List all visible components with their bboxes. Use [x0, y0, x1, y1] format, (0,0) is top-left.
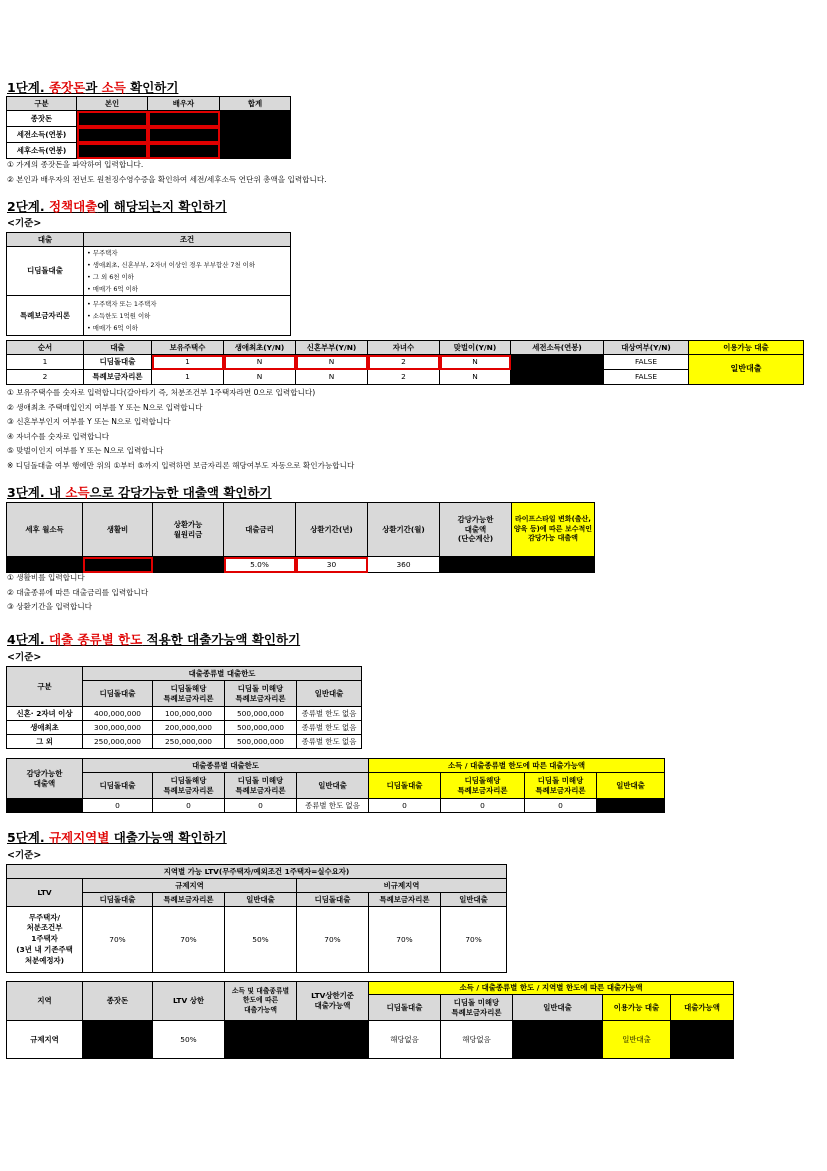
header-cell: 라이프스타일 변화(출산, 양육 등)에 따른 보수적인 감당가능 대출액 — [512, 503, 595, 557]
value-cell: 250,000,000 — [153, 735, 225, 749]
header-cell: 일반대출 — [297, 773, 369, 799]
affordable-cell — [7, 799, 83, 813]
value-cell: 해당없음 — [369, 1021, 441, 1059]
header-cell: 디딤돌 미해당 특례보금자리론 — [525, 773, 597, 799]
header-cell: 감당가능한 대출액 — [7, 759, 83, 799]
houses-input[interactable]: 1 — [152, 355, 224, 370]
row-label: 생애최초 — [7, 721, 83, 735]
value-cell: 0 — [441, 799, 525, 813]
header-cell: 구분 — [7, 667, 83, 707]
header-cell: 조건 — [84, 233, 291, 247]
note: ③ 상환기간을 입력합니다 — [7, 602, 92, 612]
criteria-line: • 생애최초, 신혼부부, 2자녀 이상인 경우 부부합산 7천 이하 — [87, 261, 256, 269]
ltv-cell: 70% — [83, 907, 153, 973]
row-label: 종잣돈 — [7, 111, 77, 127]
header-cell: 디딤돌대출 — [297, 893, 369, 907]
step1-table — [6, 96, 291, 159]
row-label: 세후소득(연봉) — [7, 143, 77, 159]
ltv-amount-cell — [297, 1021, 369, 1059]
ltv-cell: 70% — [441, 907, 507, 973]
value-cell: 0 — [525, 799, 597, 813]
value-cell: 0 — [369, 799, 441, 813]
value-cell: 종류별 한도 없음 — [297, 707, 362, 721]
input-cell-aftertax-spouse[interactable] — [148, 143, 220, 159]
header-cell: 이용가능 대출 — [689, 341, 804, 355]
input-cell-seed-spouse[interactable] — [148, 111, 220, 127]
newlywed-cell: N — [296, 370, 368, 385]
header-cell: 디딤돌해당 특례보금자리론 — [153, 681, 225, 707]
value-cell: 100,000,000 — [153, 707, 225, 721]
criteria-line: • 그 외 6천 이하 — [87, 273, 134, 281]
ltv-limit-cell: 50% — [153, 1021, 225, 1059]
basis-label: <기준> — [7, 652, 42, 663]
note: ① 가계의 종잣돈을 파악하여 입력합니다. — [7, 160, 144, 169]
note: ① 보유주택수를 숫자로 입력합니다(갈아타기 즉, 처분조건부 1주택자라면 0으로 입력합니다) — [7, 388, 316, 397]
header-group: 소득 / 대출종류별 한도 / 지역별 한도에 따른 대출가능액 — [369, 982, 734, 995]
header-cell: 일반대출 — [597, 773, 665, 799]
criteria-line: • 매매가 6억 이하 — [87, 323, 138, 332]
header-cell: 상환기간(년) — [296, 503, 368, 557]
header-cell: 세후 월소득 — [7, 503, 83, 557]
value-cell: 500,000,000 — [225, 735, 297, 749]
header-group: 소득 / 대출종류별 한도에 따른 대출가능액 — [369, 759, 665, 773]
header-cell: 일반대출 — [513, 995, 603, 1021]
target-cell: FALSE — [604, 370, 689, 385]
region-cell: 규제지역 — [7, 1021, 83, 1059]
step3-table — [6, 502, 595, 573]
step1-title: 1단계. 종잣돈과 소득 확인하기 — [7, 80, 179, 95]
first-home-cell: N — [224, 370, 296, 385]
header-cell: 세전소득(연봉) — [511, 341, 604, 355]
header-cell: 종잣돈 — [83, 982, 153, 1021]
header-cell: 소득 및 대출종류별 한도에 따른 대출가능액 — [225, 982, 297, 1021]
row-label: 세전소득(연봉) — [7, 127, 77, 143]
criteria-line: • 무주택자 또는 1주택자 — [87, 299, 157, 308]
value-cell: 300,000,000 — [83, 721, 153, 735]
row-label: 무주택자/ 처분조건부 1주택자 (3년 내 기존주택 처분예정자) — [7, 907, 83, 973]
header-cell: 대출 — [7, 233, 84, 247]
order-cell: 2 — [7, 370, 84, 385]
seed-cell — [83, 1021, 153, 1059]
header-cell: 디딤돌해당 특례보금자리론 — [153, 773, 225, 799]
header-group: 규제지역 — [83, 879, 297, 893]
criteria-line: • 매매가 6억 이하 — [87, 285, 138, 293]
header-cell: 일반대출 — [441, 893, 507, 907]
available-loan-cell: 일반대출 — [689, 355, 804, 385]
header-cell: 디딤돌 미해당 특례보금자리론 — [225, 773, 297, 799]
value-cell: 0 — [225, 799, 297, 813]
value-cell: 종류별 한도 없음 — [297, 721, 362, 735]
criteria-cell — [84, 247, 291, 296]
income-limit-cell — [225, 1021, 297, 1059]
header-cell: LTV — [7, 879, 83, 907]
term-months-cell: 360 — [368, 557, 440, 573]
value-cell: 400,000,000 — [83, 707, 153, 721]
step2-eligibility-table — [6, 340, 804, 385]
header-cell: 감당가능한 대출액 (단순계산) — [440, 503, 512, 557]
step5-ltv-table — [6, 864, 507, 973]
value-cell: 0 — [83, 799, 153, 813]
simple-amount-cell — [440, 557, 512, 573]
loan-name: 특례보금자리론 — [7, 296, 84, 336]
step2-criteria-table — [6, 232, 291, 336]
loan-name: 디딤돌대출 — [7, 247, 84, 296]
note: ③ 신혼부부인지 여부를 Y 또는 N으로 입력합니다 — [7, 417, 171, 427]
header-cell: 대출 — [84, 341, 152, 355]
ltv-cell: 70% — [297, 907, 369, 973]
header-cell: 디딤돌대출 — [369, 773, 441, 799]
ltv-cell: 70% — [153, 907, 225, 973]
note: ⑤ 맞벌이인지 여부를 Y 또는 N으로 입력합니다 — [7, 446, 164, 456]
header-cell: 디딤돌 미해당 특례보금자리론 — [225, 681, 297, 707]
header-cell: 구분 — [7, 97, 77, 111]
header-group: 비규제지역 — [297, 879, 507, 893]
header-cell: 본인 — [77, 97, 148, 111]
loan-cell: 특례보금자리론 — [84, 370, 152, 385]
value-cell: 종류별 한도 없음 — [297, 735, 362, 749]
header-cell: 생활비 — [83, 503, 153, 557]
note: ④ 자녀수를 숫자로 입력합니다 — [7, 431, 110, 441]
houses-cell: 1 — [152, 370, 224, 385]
header-cell: 지역 — [7, 982, 83, 1021]
header-cell: 대출금리 — [224, 503, 296, 557]
step2-notes — [7, 386, 354, 474]
header-cell: 신혼부부(Y/N) — [296, 341, 368, 355]
note: ② 생애최초 주택매입인지 여부를 Y 또는 N으로 입력합니다 — [7, 402, 203, 412]
header-cell: 대상여부(Y/N) — [604, 341, 689, 355]
loan-cell: 디딤돌대출 — [84, 355, 152, 370]
criteria-line: • 소득한도 1억원 이하 — [87, 311, 151, 320]
ltv-cell: 70% — [369, 907, 441, 973]
criteria-cell — [84, 296, 291, 336]
first-home-input[interactable]: N — [224, 355, 296, 370]
header-cell: 자녀수 — [368, 341, 440, 355]
header-cell: 일반대출 — [297, 681, 362, 707]
header-cell: 디딤돌대출 — [83, 773, 153, 799]
value-cell: 종류별 한도 없음 — [297, 799, 369, 813]
header-cell: 순서 — [7, 341, 84, 355]
pretax-income-cell — [511, 355, 604, 385]
newlywed-input[interactable]: N — [296, 355, 368, 370]
note: ① 생활비를 입력합니다 — [7, 573, 85, 582]
step3-notes — [7, 571, 148, 615]
note: ② 본인과 배우자의 전년도 원천징수영수증을 확인하여 세전/세후소득 연단위 총액을 입력합니다. — [7, 174, 327, 184]
header-cell: 상환기간(월) — [368, 503, 440, 557]
loan-amount-cell — [671, 1021, 734, 1059]
step1-notes — [7, 158, 327, 187]
header-cell: 일반대출 — [225, 893, 297, 907]
ltv-cell: 50% — [225, 907, 297, 973]
header-cell: 보유주택수 — [152, 341, 224, 355]
header-cell: 생애최초(Y/N) — [224, 341, 296, 355]
general-loan-cell — [597, 799, 665, 813]
step4-title: 4단계. 대출 종류별 한도 적용한 대출가능액 확인하기 — [7, 632, 301, 647]
header-cell: 디딤돌대출 — [369, 995, 441, 1021]
interest-rate-input[interactable]: 5.0% — [224, 557, 296, 573]
header-group: 대출종류별 대출한도 — [83, 759, 369, 773]
sum-cell — [220, 127, 291, 143]
row-label: 신혼· 2자녀 이상 — [7, 707, 83, 721]
step5-title: 5단계. 규제지역별 대출가능액 확인하기 — [7, 830, 227, 845]
available-loan-cell: 일반대출 — [603, 1021, 671, 1059]
value-cell: 250,000,000 — [83, 735, 153, 749]
input-cell-pretax-spouse[interactable] — [148, 127, 220, 143]
value-cell: 500,000,000 — [225, 707, 297, 721]
header-cell: 디딤돌 미해당 특례보금자리론 — [441, 995, 513, 1021]
sum-cell — [220, 111, 291, 127]
basis-label: <기준> — [7, 218, 42, 229]
header-group: 대출종류별 대출한도 — [83, 667, 362, 681]
header-cell: 디딤돌대출 — [83, 681, 153, 707]
basis-label: <기준> — [7, 850, 42, 861]
header-cell: 특례보금자리론 — [369, 893, 441, 907]
repayable-cell — [153, 557, 224, 573]
note: ② 대출종류에 따른 대출금리를 입력합니다 — [7, 587, 149, 597]
order-cell: 1 — [7, 355, 84, 370]
header-cell: 합계 — [220, 97, 291, 111]
header-cell: 이용가능 대출 — [603, 995, 671, 1021]
dual-income-input[interactable]: N — [440, 355, 511, 370]
sum-cell — [220, 143, 291, 159]
header-top: 지역별 가능 LTV(무주택자/예외조건 1주택자=실수요자) — [7, 865, 507, 879]
input-cell-pretax-self[interactable] — [77, 127, 148, 143]
target-cell: FALSE — [604, 355, 689, 370]
row-label: 그 외 — [7, 735, 83, 749]
step3-title: 3단계. 내 소득으로 감당가능한 대출액 확인하기 — [7, 485, 272, 500]
step5-amount-table — [6, 981, 734, 1059]
header-cell: LTV 상한 — [153, 982, 225, 1021]
header-cell: LTV상한기준 대출가능액 — [297, 982, 369, 1021]
term-years-input[interactable]: 30 — [296, 557, 368, 573]
header-cell: 디딤돌해당 특례보금자리론 — [441, 773, 525, 799]
value-cell: 0 — [153, 799, 225, 813]
value-cell: 해당없음 — [441, 1021, 513, 1059]
criteria-line: • 무주택자 — [87, 249, 118, 257]
header-cell: 특례보금자리론 — [153, 893, 225, 907]
header-cell: 대출가능액 — [671, 995, 734, 1021]
header-cell: 상환가능 월원리금 — [153, 503, 224, 557]
children-cell: 2 — [368, 370, 440, 385]
value-cell: 200,000,000 — [153, 721, 225, 735]
header-cell: 배우자 — [148, 97, 220, 111]
step4-amount-table — [6, 758, 665, 813]
step2-title: 2단계. 정책대출에 해당되는지 확인하기 — [7, 199, 227, 214]
input-cell-aftertax-self[interactable] — [77, 143, 148, 159]
step4-limit-table — [6, 666, 362, 749]
header-cell: 디딤돌대출 — [83, 893, 153, 907]
value-cell: 500,000,000 — [225, 721, 297, 735]
input-cell-seed-self[interactable] — [77, 111, 148, 127]
dual-income-cell: N — [440, 370, 511, 385]
header-cell: 맞벌이(Y/N) — [440, 341, 511, 355]
children-input[interactable]: 2 — [368, 355, 440, 370]
general-loan-cell — [513, 1021, 603, 1059]
conservative-amount-cell — [512, 557, 595, 573]
note: ※ 디딤돌대출 여부 행에만 위의 ①부터 ⑤까지 입력하면 보금자리론 해당여부도 자동으로 확인가능합니다 — [7, 460, 355, 470]
